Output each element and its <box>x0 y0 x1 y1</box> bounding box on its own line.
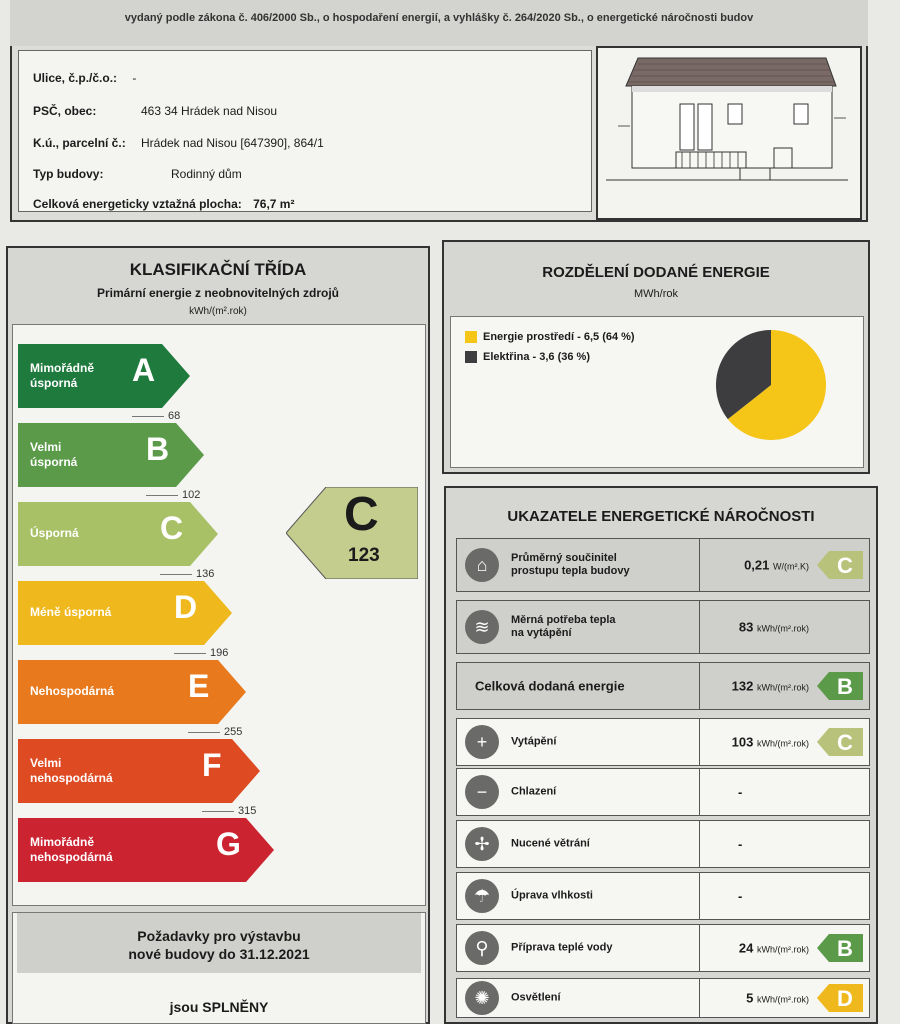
indicator-value-cell <box>699 539 871 591</box>
current-class-value: 123 <box>348 545 380 566</box>
class-label-g: Mimořádně nehospodárná <box>30 835 113 864</box>
class-threshold-value: 136 <box>196 568 215 580</box>
class-threshold-value: 196 <box>210 647 229 659</box>
indicator-class-letter: C <box>837 730 853 755</box>
energy-pie-chart <box>711 325 831 445</box>
indicator-class-badge <box>817 934 863 962</box>
light-bulb-icon: ✺ <box>465 981 499 1015</box>
indicator-label: Nucené větrání <box>511 837 590 850</box>
class-threshold-value: 68 <box>168 410 181 422</box>
class-arrow-d <box>18 581 232 645</box>
legend-item-environment: Energie prostředí - 6,5 (64 %) <box>465 331 635 343</box>
indicator-value-cell <box>699 601 871 653</box>
class-letter-c: C <box>160 510 184 546</box>
class-threshold-line <box>202 811 234 812</box>
info-row-area: Celková energeticky vztažná plocha: 76,7 m² <box>33 197 295 211</box>
indicator-value: 83 kWh/(m².rok) <box>738 619 809 635</box>
building-info-section <box>10 46 868 222</box>
indicator-class-badge <box>817 984 863 1012</box>
indicator-label: Průměrný součinitel prostupu tepla budovy <box>511 552 630 577</box>
indicator-value-cell <box>699 769 871 815</box>
house-drawing <box>596 46 862 220</box>
indicator-row <box>456 872 870 920</box>
indicator-unit: kWh/(m².rok) <box>757 682 809 693</box>
legend-item-electricity: Elektřina - 3,6 (36 %) <box>465 351 590 363</box>
class-arrow-c <box>18 502 218 566</box>
indicator-class-letter: B <box>837 674 853 699</box>
indicator-row <box>456 538 870 592</box>
indicator-value-cell <box>699 979 871 1017</box>
indicator-value: 0,21 W/(m².K) <box>744 557 809 573</box>
indicator-label: Měrná potřeba tepla na vytápění <box>511 614 616 639</box>
indicator-label: Úprava vlhkosti <box>511 889 593 902</box>
class-letter-f: F <box>202 747 222 783</box>
classification-title: KLASIFIKAČNÍ TŘÍDA <box>129 260 307 279</box>
indicator-value: 132 kWh/(m².rok) <box>731 678 809 694</box>
indicators-section <box>444 486 878 1024</box>
indicator-class-badge <box>817 551 863 579</box>
class-label-f: Velmi nehospodárná <box>30 756 113 785</box>
indicator-value: - <box>738 784 743 800</box>
house-elevation-icon <box>598 48 860 218</box>
indicator-value-cell <box>699 873 871 919</box>
class-label-a: Mimořádně úsporná <box>30 361 95 390</box>
indicators-title: UKAZATELE ENERGETICKÉ NÁROČNOSTI <box>507 508 815 525</box>
class-arrow-g <box>18 818 274 882</box>
faucet-icon: ⚲ <box>465 931 499 965</box>
requirements-title-line1: Požadavky pro výstavbu <box>137 928 301 944</box>
indicator-label: Příprava teplé vody <box>511 941 613 954</box>
indicator-row <box>456 768 870 816</box>
header-subtitle: vydaný podle zákona č. 406/2000 Sb., o hospodaření energií, a vyhlášky č. 264/2020 Sb., o energetické náročnosti budov <box>124 12 754 24</box>
class-letter-g: G <box>216 826 241 862</box>
indicator-value: 24 kWh/(m².rok) <box>738 940 809 956</box>
class-threshold-value: 315 <box>238 805 257 817</box>
legend-swatch-environment <box>465 331 477 343</box>
distribution-title: ROZDĚLENÍ DODANÉ ENERGIE <box>542 264 770 281</box>
indicator-label: Vytápění <box>511 735 557 748</box>
class-threshold-value: 255 <box>224 726 243 738</box>
indicator-value: 5 kWh/(m².rok) <box>746 990 809 1006</box>
class-threshold-line <box>188 732 220 733</box>
info-row-type: Typ budovy: Rodinný dům <box>33 167 242 181</box>
class-threshold-value: 102 <box>182 489 201 501</box>
legend-swatch-electricity <box>465 351 477 363</box>
current-class-letter: C <box>344 488 379 541</box>
distribution-panel <box>450 316 864 468</box>
class-label-d: Méně úsporná <box>30 605 112 619</box>
classification-subtitle: Primární energie z neobnovitelných zdrojů <box>96 286 340 300</box>
indicator-unit: kWh/(m².rok) <box>757 994 809 1005</box>
indicator-row <box>456 600 870 654</box>
class-letter-e: E <box>188 668 210 704</box>
indicator-value-cell <box>699 821 871 867</box>
class-threshold-line <box>132 416 164 417</box>
house-icon: ⌂ <box>465 548 499 582</box>
indicator-value-cell <box>699 925 871 971</box>
indicator-value: - <box>738 888 743 904</box>
indicator-row <box>456 924 870 972</box>
fan-icon: ✢ <box>465 827 499 861</box>
distribution-unit: MWh/rok <box>634 288 678 300</box>
indicator-unit: kWh/(m².rok) <box>757 623 809 634</box>
thermometer-icon: − <box>465 775 499 809</box>
indicator-value-cell <box>699 663 871 709</box>
thermometer-plus-icon: + <box>465 725 499 759</box>
info-row-parcel: K.ú., parcelní č.: Hrádek nad Nisou [647390], 864/1 <box>33 136 324 150</box>
requirements-box <box>12 912 426 1024</box>
indicator-label: Osvětlení <box>511 991 561 1004</box>
class-label-c: Úsporná <box>30 526 79 540</box>
indicator-class-letter: B <box>837 936 853 961</box>
requirements-status: jsou SPLNĚNY <box>169 999 269 1015</box>
class-label-e: Nehospodárná <box>30 684 115 698</box>
indicator-unit: kWh/(m².rok) <box>757 738 809 749</box>
class-arrow-f <box>18 739 260 803</box>
indicator-class-letter: C <box>837 553 853 578</box>
indicator-value: 103 kWh/(m².rok) <box>731 734 809 750</box>
info-row-zip: PSČ, obec: 463 34 Hrádek nad Nisou <box>33 104 278 118</box>
energy-distribution-section <box>442 240 870 474</box>
current-class-marker <box>286 487 418 579</box>
class-threshold-line <box>146 495 178 496</box>
class-letter-b: B <box>146 431 170 467</box>
humidity-icon: ☂ <box>465 879 499 913</box>
class-letter-d: D <box>174 589 198 625</box>
class-threshold-line <box>160 574 192 575</box>
class-threshold-line <box>174 653 206 654</box>
indicator-value-cell <box>699 719 871 765</box>
requirements-title-line2: nové budovy do 31.12.2021 <box>128 946 310 962</box>
class-letter-a: A <box>132 352 156 388</box>
indicator-value: - <box>738 836 743 852</box>
indicator-class-badge <box>817 672 863 700</box>
indicator-row <box>456 978 870 1018</box>
class-label-b: Velmi úsporná <box>30 440 78 469</box>
requirements-header <box>17 913 421 973</box>
indicator-unit: kWh/(m².rok) <box>757 944 809 955</box>
indicator-row <box>456 820 870 868</box>
info-row-street: Ulice, č.p./č.o.: - <box>33 71 137 85</box>
class-arrow-b <box>18 423 204 487</box>
heat-wave-icon: ≋ <box>465 610 499 644</box>
certificate-header <box>10 0 868 48</box>
indicator-row <box>456 662 870 710</box>
class-arrow-a <box>18 344 190 408</box>
building-info-panel <box>18 50 592 212</box>
indicator-label: Celková dodaná energie <box>475 678 625 694</box>
indicator-class-badge <box>817 728 863 756</box>
indicator-row <box>456 718 870 766</box>
indicator-class-letter: D <box>837 986 853 1011</box>
indicator-unit: W/(m².K) <box>773 561 809 572</box>
classification-unit: kWh/(m².rok) <box>189 306 247 317</box>
indicator-label: Chlazení <box>511 785 557 798</box>
class-arrow-e <box>18 660 246 724</box>
